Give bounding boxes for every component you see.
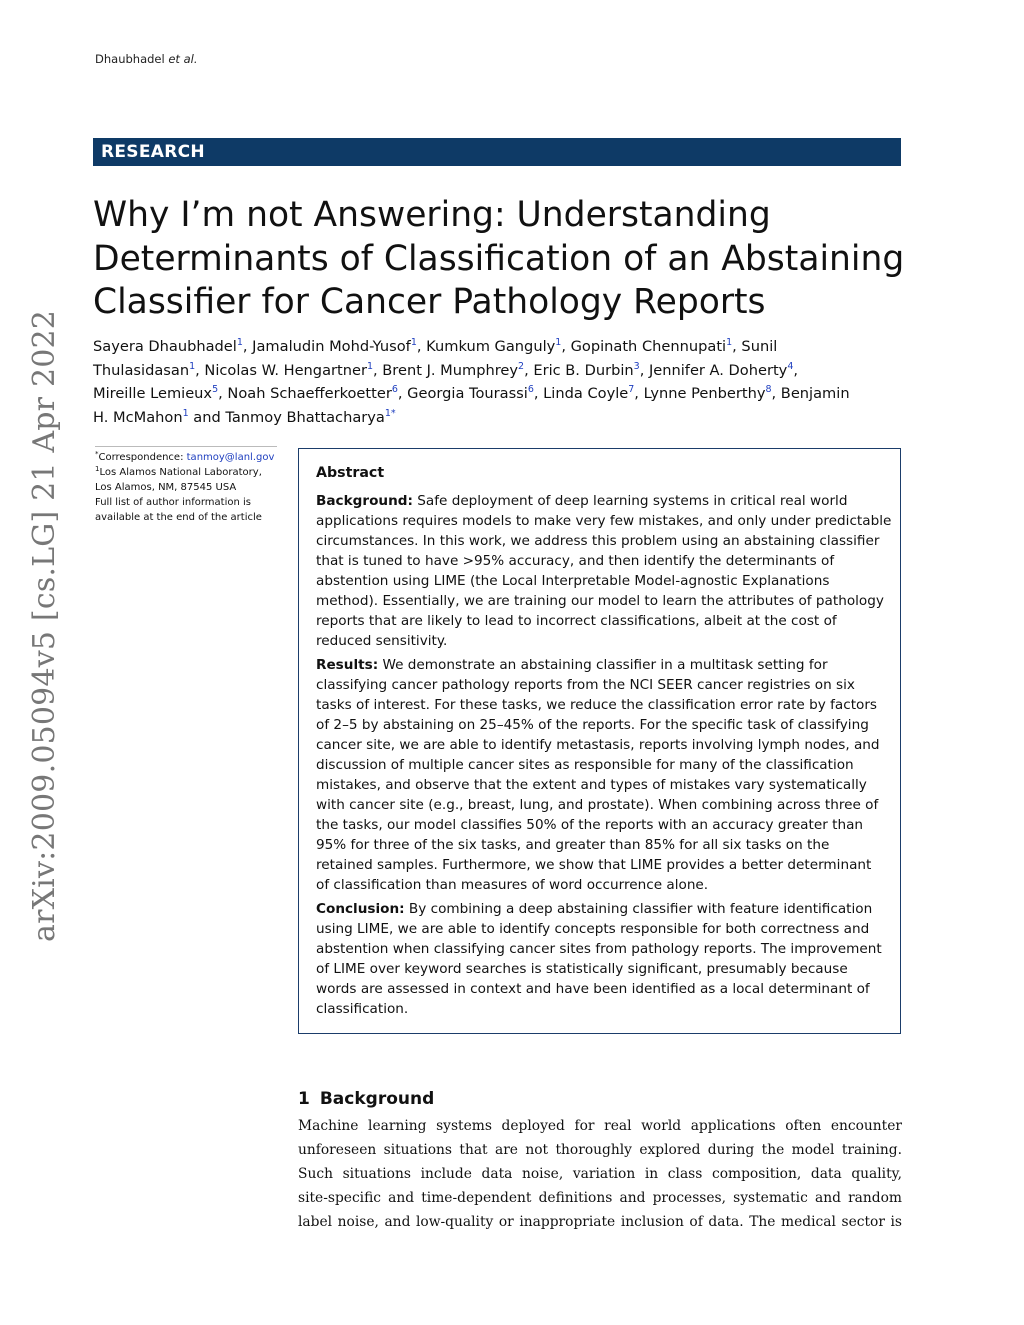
author-text: , Jennifer A. Doherty xyxy=(639,361,788,379)
author-info-note: available at the end of the article xyxy=(95,512,262,523)
abstract-content xyxy=(316,463,891,1023)
correspondence-label: Correspondence: xyxy=(98,452,187,463)
author-text: and Tanmoy Bhattacharya xyxy=(188,408,385,426)
abstract-line: retained samples. Furthermore, we show that LIME provides a better determinant xyxy=(316,857,872,873)
author-text: , Sunil xyxy=(732,338,778,355)
affiliation-mark[interactable]: 2 xyxy=(518,360,525,372)
running-head-author: Dhaubhadel xyxy=(95,52,165,66)
affiliation-mark[interactable]: 8 xyxy=(765,384,772,396)
affiliation-text: Los Alamos National Laboratory, xyxy=(99,467,262,478)
author-text: , Lynne Penberthy xyxy=(634,385,766,403)
abstract-line xyxy=(316,655,891,675)
abstract-line: with cancer site (e.g., breast, lung, and prostate). When combining across three of xyxy=(316,797,879,813)
title-line: Determinants of Classification of an Abstaining xyxy=(93,238,905,279)
affiliation-mark[interactable]: 1 xyxy=(555,337,562,348)
body-line: site-specific and time-dependent definitions and processes, systematic and random xyxy=(298,1190,902,1206)
abstract-line: the tasks, our model classifies 50% of the reports with an accuracy greater than xyxy=(316,817,864,833)
author-text: Mireille Lemieux xyxy=(93,385,213,403)
affiliation-mark[interactable]: 1 xyxy=(182,407,189,419)
abstract-line xyxy=(316,899,891,919)
affiliation-mark[interactable]: 1 xyxy=(236,337,243,348)
abstract-heading: Abstract xyxy=(316,465,385,481)
abstract-line: words are assessed in context and have been identified as a local determinant of xyxy=(316,981,870,997)
running-head-etal: et al. xyxy=(168,52,198,66)
correspondence-notes xyxy=(95,446,277,525)
abstract-line: cancer site, we are able to identify metastasis, reports involving lymph nodes, and xyxy=(316,737,880,753)
abstract-results xyxy=(316,655,891,895)
author-text: , Linda Coyle xyxy=(533,385,629,403)
author-text: , Gopinath Chennupati xyxy=(561,338,727,355)
abstract-line: of LIME over keyword searches is statistically significant, presumably because xyxy=(316,961,848,977)
abstract-line: classification. xyxy=(316,1001,409,1017)
author-text: , Georgia Tourassi xyxy=(397,385,528,403)
abstract-text: By combining a deep abstaining classifier with feature identification xyxy=(404,901,873,917)
affiliation-mark[interactable]: 6 xyxy=(391,384,398,396)
affiliation-mark[interactable]: 1* xyxy=(384,407,396,419)
abstract-line: discussion of multiple cancer sites as responsible for many of the classification xyxy=(316,757,854,773)
author-line xyxy=(93,406,905,430)
author-text: , Brent J. Mumphrey xyxy=(373,361,519,379)
abstract-background xyxy=(316,491,891,651)
abstract-conclusion xyxy=(316,899,891,1019)
body-line: Such situations include data noise, variation in class composition, data quality, xyxy=(298,1166,902,1182)
affiliation-mark[interactable]: 1 xyxy=(366,360,374,372)
author-text: , Noah Schaefferkoetter xyxy=(218,385,392,403)
abstract-line: of 2–5 by abstaining on 25–45% of the reports. For the specific task of classifying xyxy=(316,717,869,733)
body-line: Machine learning systems deployed for real world applications often encounter xyxy=(298,1118,902,1134)
footnote-mark: * xyxy=(95,450,99,458)
abstract-line: classifying cancer pathology reports from the NCI SEER cancer registries on six xyxy=(316,677,855,693)
correspondence-email-link[interactable]: tanmoy@lanl.gov xyxy=(186,452,275,463)
affiliation-mark[interactable]: 1 xyxy=(726,337,733,348)
author-text: Sayera Dhaubhadel xyxy=(93,338,237,355)
author-text: Thulasidasan xyxy=(93,361,190,379)
footnote-mark: 1 xyxy=(95,465,100,473)
abstract-section-label: Results: xyxy=(316,657,379,673)
affiliation-mark[interactable]: 6 xyxy=(527,384,534,396)
abstract-line: of classification than measures of word occurrence alone. xyxy=(316,877,709,893)
author-line xyxy=(93,359,905,383)
abstract-line xyxy=(316,491,891,511)
abstract-line: circumstances. In this work, we address this problem using an abstaining classifier xyxy=(316,533,880,549)
abstract-line: using LIME, we are able to identify concepts responsible for both correctness and xyxy=(316,921,870,937)
body-line: label noise, and low-quality or inappropriate inclusion of data. The medical sector is xyxy=(298,1214,902,1230)
abstract-text: Safe deployment of deep learning systems in critical real world xyxy=(412,493,848,509)
affiliation-mark[interactable]: 3 xyxy=(633,360,640,372)
author-info-note: Full list of author information is xyxy=(95,497,251,508)
author-line xyxy=(93,335,905,359)
abstract-line: tasks of interest. For these tasks, we reduce the classification error rate by factors xyxy=(316,697,878,713)
affiliation-mark[interactable]: 7 xyxy=(628,384,635,396)
abstract-line: abstention using LIME (the Local Interpretable Model-agnostic Explanations xyxy=(316,573,830,589)
title-line: Why I’m not Answering: Understanding xyxy=(93,195,771,235)
abstract-box xyxy=(298,448,901,1034)
article-type-label: RESEARCH xyxy=(101,142,205,162)
arxiv-identifier-stamp: arXiv:2009.05094v5 [cs.LG] 21 Apr 2022 xyxy=(27,309,62,942)
title-line: Classifier for Cancer Pathology Reports xyxy=(93,282,766,322)
author-text: , Benjamin xyxy=(771,385,850,403)
section-title: Background xyxy=(319,1089,435,1109)
abstract-line: mistakes, and observe that the extent and types of mistakes vary systematically xyxy=(316,777,867,793)
abstract-line: method). Essentially, we are training our model to learn the attributes of pathology xyxy=(316,593,884,609)
affiliation-mark[interactable]: 5 xyxy=(212,384,219,396)
affiliation-mark[interactable]: 4 xyxy=(787,360,794,372)
abstract-line: 95% for three of the six tasks, and greater than 85% for all six tasks on the xyxy=(316,837,830,853)
author-text: , Jamaludin Mohd-Yusof xyxy=(242,338,411,355)
author-text: , Nicolas W. Hengartner xyxy=(195,361,367,379)
affiliation-line xyxy=(95,465,277,480)
paper-title xyxy=(93,194,913,325)
body-line: unforeseen situations that are not thoroughly explored during the model training. xyxy=(298,1142,902,1158)
abstract-section-label: Background: xyxy=(316,493,413,509)
abstract-text: We demonstrate an abstaining classifier in a multitask setting for xyxy=(378,657,828,673)
author-text: H. McMahon xyxy=(93,408,183,426)
author-list xyxy=(93,335,905,429)
section-heading xyxy=(298,1089,434,1109)
affiliation-mark[interactable]: 1 xyxy=(189,360,196,372)
author-line xyxy=(93,382,905,406)
abstract-line: reports that are likely to lead to incorrect classifications, albeit at the cost of xyxy=(316,613,837,629)
affiliation-mark[interactable]: 1 xyxy=(410,337,417,348)
abstract-line: abstention when classifying cancer sites from pathology reports. The improvement xyxy=(316,941,882,957)
author-text: , Eric B. Durbin xyxy=(524,361,634,379)
running-head xyxy=(95,52,197,66)
author-text: , xyxy=(793,361,799,379)
abstract-line: that is tuned to have >95% accuracy, and then identify the determinants of xyxy=(316,553,835,569)
abstract-section-label: Conclusion: xyxy=(316,901,405,917)
abstract-line: reduced sensitivity. xyxy=(316,633,448,649)
correspondence-line xyxy=(95,450,277,465)
section-body xyxy=(298,1114,902,1234)
section-number: 1 xyxy=(298,1089,310,1109)
author-text: , Kumkum Ganguly xyxy=(416,338,556,355)
article-type-banner xyxy=(93,138,901,166)
abstract-line: applications requires models to make very few mistakes, and only under predictable xyxy=(316,513,892,529)
affiliation-text: Los Alamos, NM, 87545 USA xyxy=(95,482,237,493)
